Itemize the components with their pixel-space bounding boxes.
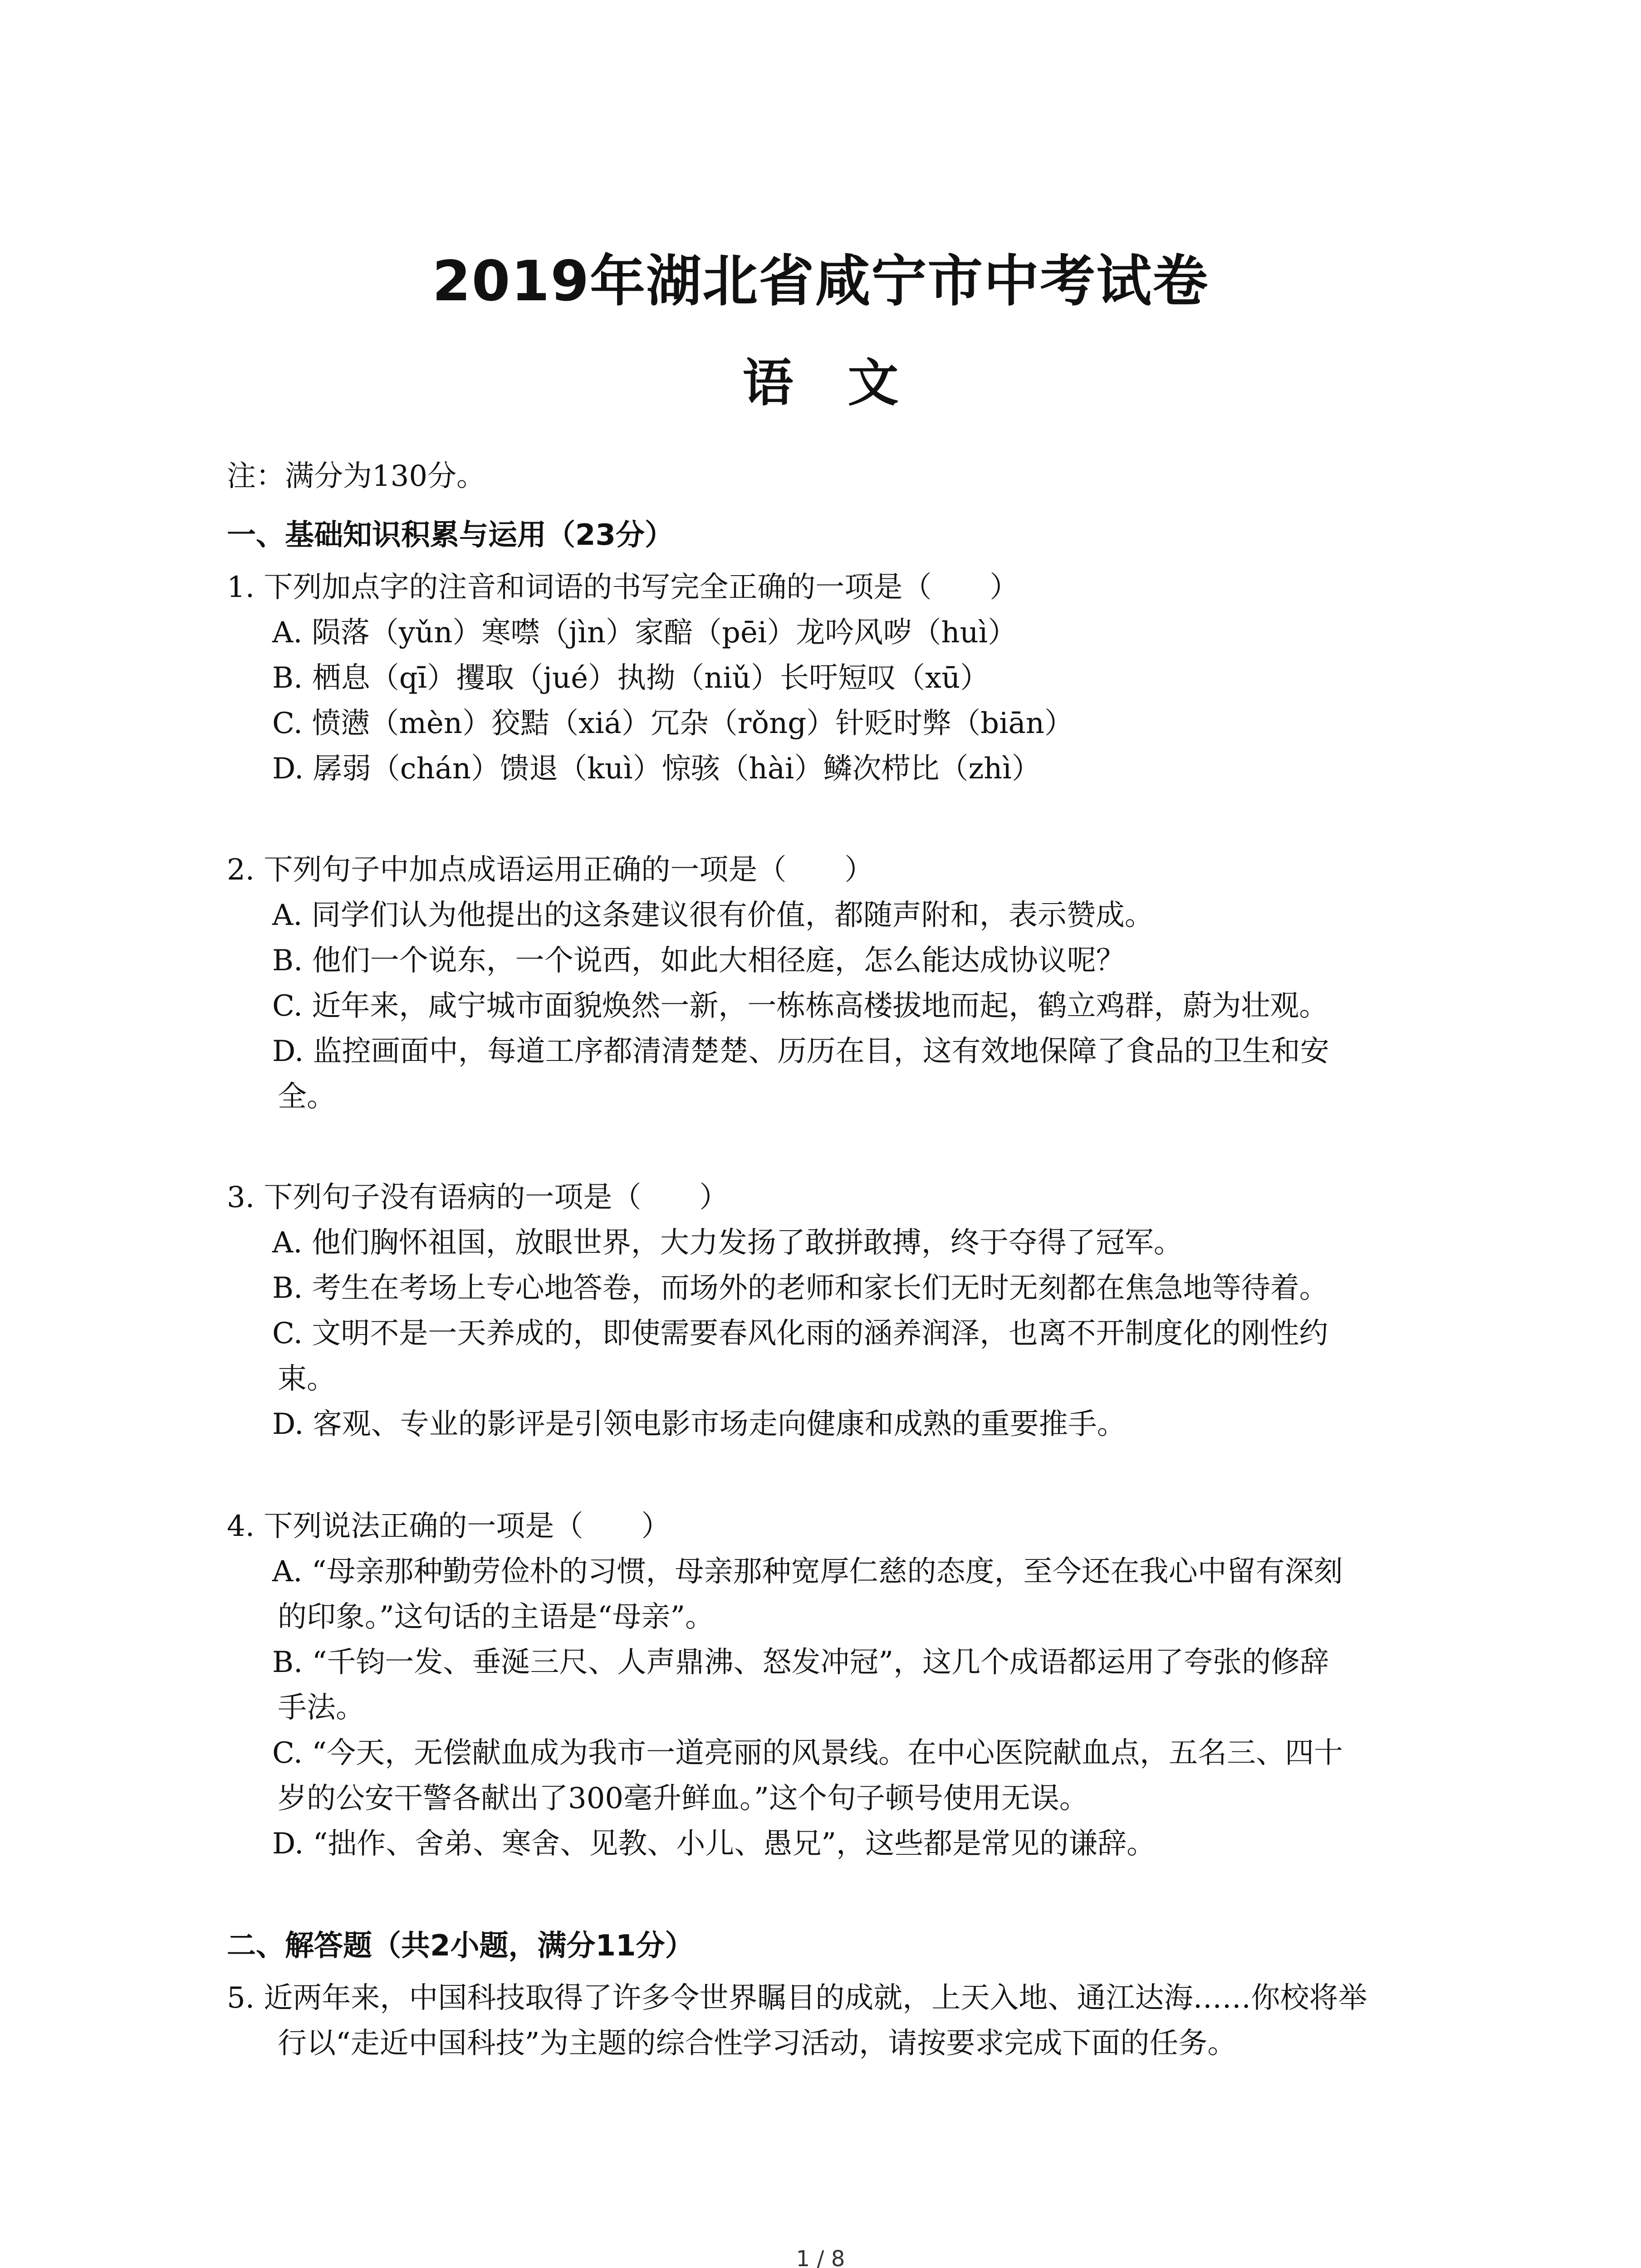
- question-3-option-c-continued: 束。: [278, 1362, 336, 1396]
- question-2-option-d: D. 监控画面中，每道工序都清清楚楚、历历在目，这有效地保障了食品的卫生和安: [272, 1035, 1329, 1068]
- question-3-option-c: C. 文明不是一天养成的，即使需要春风化雨的涵养润泽，也离不开制度化的刚性约: [272, 1317, 1328, 1350]
- question-2-option-c: C. 近年来，咸宁城市面貌焕然一新，一栋栋高楼拔地而起，鹤立鸡群，蔚为壮观。: [272, 989, 1328, 1023]
- exam-title: 2019年湖北省咸宁市中考试卷: [432, 249, 1209, 313]
- question-4-option-c: C. “今天，无偿献血成为我市一道亮丽的风景线。在中心医院献血点，五名三、四十: [272, 1736, 1343, 1770]
- question-5-stem: 5. 近两年来，中国科技取得了许多令世界瞩目的成就，上天入地、通江达海……你校将举: [227, 1981, 1367, 2015]
- question-2-option-d-continued: 全。: [278, 1080, 336, 1114]
- question-3-option-d: D. 客观、专业的影评是引领电影市场走向健康和成熟的重要推手。: [272, 1408, 1126, 1441]
- page-number: 1 / 8: [796, 2246, 845, 2268]
- question-4-option-c-continued: 岁的公安干警各献出了300毫升鲜血。”这个句子顿号使用无误。: [278, 1782, 1088, 1815]
- question-1-stem: 1. 下列加点字的注音和词语的书写完全正确的一项是（ ）: [227, 571, 1019, 604]
- question-2-option-b: B. 他们一个说东，一个说西，如此大相径庭，怎么能达成协议呢？: [272, 944, 1125, 978]
- question-1-option-a: A. 陨落（yǔn）寒噤（jìn）家醅（pēi）龙吟风哕（huì）: [272, 616, 1017, 650]
- score-note: 注：满分为130分。: [227, 459, 486, 493]
- question-4-option-a: A. “母亲那种勤劳俭朴的习惯，母亲那种宽厚仁慈的态度，至今还在我心中留有深刻: [272, 1555, 1343, 1589]
- question-4-option-b: B. “千钧一发、垂涎三尺、人声鼎沸、怒发冲冠”，这几个成语都运用了夸张的修辞: [272, 1646, 1329, 1679]
- question-2-stem: 2. 下列句子中加点成语运用正确的一项是（ ）: [227, 853, 874, 887]
- question-1-option-d: D. 孱弱（chán）馈退（kuì）惊骇（hài）鳞次栉比（zhì）: [272, 752, 1041, 786]
- question-3-option-a: A. 他们胸怀祖国，放眼世界，大力发扬了敢拼敢搏，终于夺得了冠军。: [272, 1226, 1183, 1260]
- question-4-option-b-continued: 手法。: [278, 1691, 365, 1725]
- subject-title: 语文: [742, 354, 953, 413]
- question-1-option-b: B. 栖息（qī）攫取（jué）执拗（niǔ）长吁短叹（xū）: [272, 661, 989, 695]
- question-4-option-d: D. “拙作、舍弟、寒舍、见教、小儿、愚兄”，这些都是常见的谦辞。: [272, 1827, 1156, 1861]
- question-3-option-b: B. 考生在考场上专心地答卷，而场外的老师和家长们无时无刻都在焦急地等待着。: [272, 1271, 1328, 1305]
- section-heading-1: 一、基础知识积累与运用（23分）: [227, 518, 674, 552]
- question-1-option-c: C. 愤懑（mèn）狡黠（xiá）冗杂（rǒng）针贬时弊（biān）: [272, 707, 1073, 740]
- section-heading-2: 二、解答题（共2小题，满分11分）: [227, 1929, 694, 1963]
- question-4-stem: 4. 下列说法正确的一项是（ ）: [227, 1510, 671, 1543]
- question-3-stem: 3. 下列句子没有语病的一项是（ ）: [227, 1181, 729, 1214]
- question-5-stem-continued: 行以“走近中国科技”为主题的综合性学习活动，请按要求完成下面的任务。: [278, 2027, 1237, 2060]
- question-2-option-a: A. 同学们认为他提出的这条建议很有价值，都随声附和，表示赞成。: [272, 899, 1154, 932]
- question-4-option-a-continued: 的印象。”这句话的主语是“母亲”。: [278, 1600, 715, 1634]
